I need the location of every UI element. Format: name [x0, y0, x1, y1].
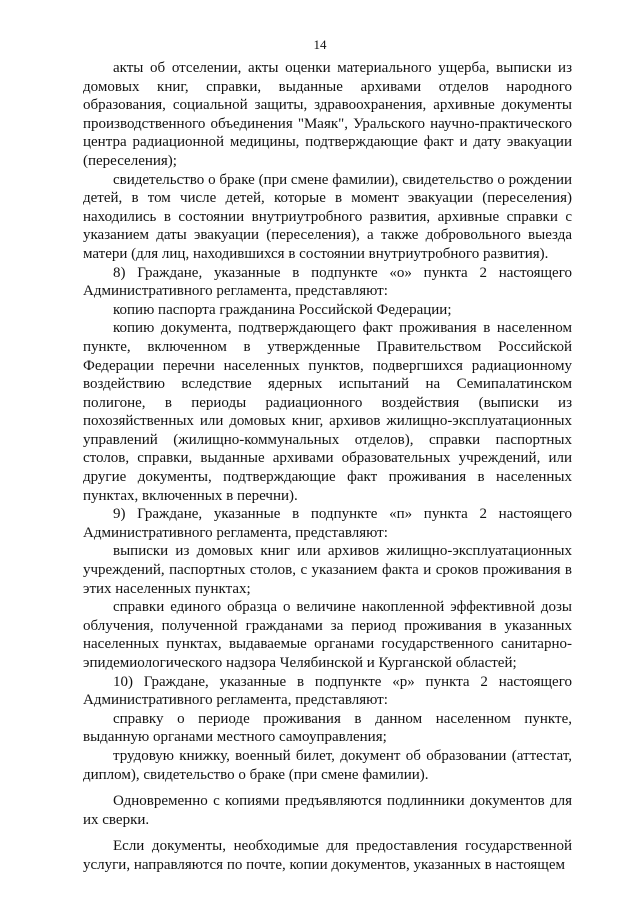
paragraph: справку о периоде проживания в данном населенном пункте, выданную органами местного самоуправления; [83, 710, 572, 746]
paragraph: выписки из домовых книг или архивов жилищно-эксплуатационных учреждений, паспортных столов, с указанием факта и сроков проживания в этих населенных пунктах; [83, 543, 572, 597]
paragraph: копию документа, подтверждающего факт проживания в населенном пункте, включенном в утвержденные Правительством Российской Федерации перечни населенных пунктов, подвергшихся радиационному воздействию вследствие ядерных испытаний на Семипалатинском полигоне, в периоды радиационного воздействия (выписки из похозяйственных или домовых книг, архивов жилищно-эксплуатационных управлений (жилищно-коммунальных отделов), справки паспортных столов, справки, выданные архивами образовательных учреждений, или другие документы, подтверждающие факт проживания в населенных пунктах, включенных в перечни). [83, 320, 572, 504]
paragraph: Если документы, необходимые для предоставления государственной услуги, направляются по почте, копии документов, указанных в настоящем [83, 838, 572, 873]
paragraph: трудовую книжку, военный билет, документ об образовании (аттестат, диплом), свидетельство о браке (при смене фамилии). [83, 747, 572, 783]
paragraph: 9) Граждане, указанные в подпункте «п» пункта 2 настоящего Административного регламента, представляют: [83, 506, 572, 541]
paragraph: копию паспорта гражданина Российской Федерации; [113, 301, 452, 318]
paragraph: Одновременно с копиями предъявляются подлинники документов для их сверки. [83, 793, 572, 828]
paragraph: 8) Граждане, указанные в подпункте «о» пункта 2 настоящего Административного регламента, представляют: [83, 264, 572, 300]
paragraph: 10) Граждане, указанные в подпункте «р» пункта 2 настоящего Административного регламента, представляют: [83, 673, 572, 709]
paragraph: свидетельство о браке (при смене фамилии), свидетельство о рождении детей, в том числе детей, которые в момент эвакуации (переселения) находились в состоянии внутриутробного развития, архивные справки с указанием даты эвакуации (переселения), а также добровольного выезда матери (для лиц, находившихся в состоянии внутриутробного развития). [83, 171, 572, 262]
document-body [83, 59, 572, 875]
paragraph: акты об отселении, акты оценки материального ущерба, выписки из домовых книг, справки, выданные архивами отделов народного образования, социальной защиты, здравоохранения, архивные документы производственного объединения "Маяк", Уральского научно-практического центра радиационной медицины, подтверждающие факт и дату эвакуации (переселения); [83, 60, 572, 169]
page-number: 14 [313, 37, 327, 52]
paragraph: справки единого образца о величине накопленной эффективной дозы облучения, полученной гражданами за период проживания в указанных населенных пунктах, выдаваемые органами государственного санитарно-эпидемиологического надзора Челябинской и Курганской областей; [83, 599, 572, 671]
